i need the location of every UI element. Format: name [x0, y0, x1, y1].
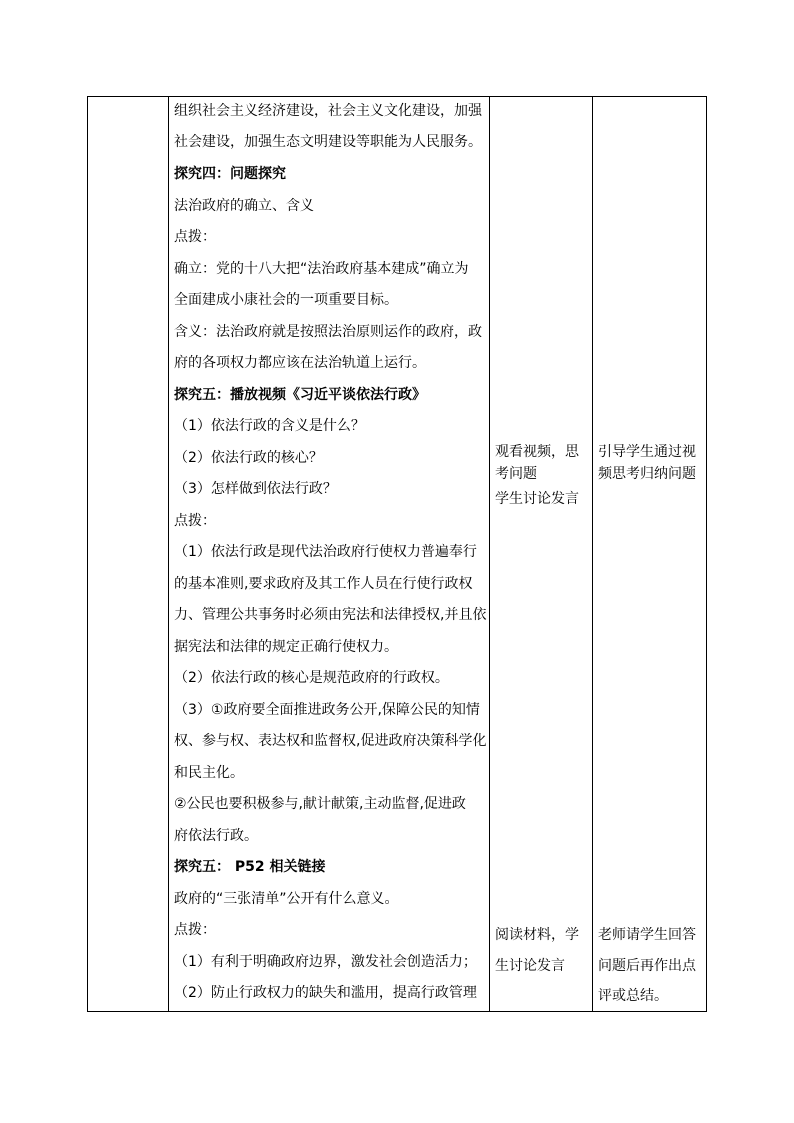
intent-line: 评或总结。 — [598, 988, 668, 1004]
student-activity-cell — [489, 97, 592, 1011]
content-line: （3）怎样做到依法行政？ — [174, 481, 337, 497]
content-line: 和民主化。 — [174, 765, 244, 781]
content-line: （2）防止行政权力的缺失和滥用，提高行政管理 — [174, 985, 477, 1001]
intent-line: 问题后再作出点 — [598, 958, 696, 974]
content-line: （1）有利于明确政府边界，激发社会创造活力； — [174, 954, 477, 970]
design-intent-cell — [592, 97, 708, 1011]
section-heading: 探究五：播放视频《习近平谈依法行政》 — [174, 387, 426, 403]
content-line: （2）依法行政的核心？ — [174, 450, 323, 466]
content-line: 全面建成小康社会的一项重要目标。 — [174, 292, 398, 308]
section-heading: 探究四：问题探究 — [174, 166, 286, 182]
content-line: 点拨： — [174, 922, 216, 938]
content-line: （1）依法行政的含义是什么？ — [174, 418, 365, 434]
intent-line: 老师请学生回答 — [598, 927, 696, 943]
content-line: 社会建设，加强生态文明建设等职能为人民服务。 — [174, 134, 482, 150]
empty-first-column — [88, 97, 168, 1011]
activity-line: 阅读材料，学 — [495, 927, 579, 943]
content-line: 法治政府的确立、含义 — [174, 198, 314, 214]
section-heading: 探究五： P52 相关链接 — [174, 859, 326, 875]
content-line: 含义：法治政府就是按照法治原则运作的政府，政 — [174, 324, 482, 340]
content-line: 组织社会主义经济建设，社会主义文化建设，加强 — [174, 103, 482, 119]
activity-line: 生讨论发言 — [495, 958, 565, 974]
content-line: 权、参与权、表达权和监督权,促进政府决策科学化 — [174, 733, 487, 749]
content-line: 府的各项权力都应该在法治轨道上运行。 — [174, 355, 426, 371]
teaching-content-cell — [168, 97, 489, 1011]
content-line: 确立：党的十八大把“法治政府基本建成”确立为 — [174, 261, 469, 277]
content-line: 的基本准则,要求政府及其工作人员在行使行政权 — [174, 576, 473, 592]
content-line: 府依法行政。 — [174, 828, 258, 844]
content-line: 力、管理公共事务时必须由宪法和法律授权,并且依 — [174, 607, 487, 623]
content-line: 点拨： — [174, 513, 216, 529]
content-line: （3）①政府要全面推进政务公开,保障公民的知情 — [174, 702, 480, 718]
activity-line: 学生讨论发言 — [495, 491, 579, 507]
content-line: 政府的“三张清单”公开有什么意义。 — [174, 891, 399, 907]
intent-line: 频思考归纳问题 — [598, 466, 696, 482]
content-line: 点拨： — [174, 229, 216, 245]
content-line: 据宪法和法律的规定正确行使权力。 — [174, 639, 398, 655]
activity-line: 考问题 — [495, 466, 537, 482]
lesson-table — [87, 96, 707, 1012]
content-line: （2）依法行政的核心是规范政府的行政权。 — [174, 670, 449, 686]
intent-line: 引导学生通过视 — [598, 444, 696, 460]
content-line: （1）依法行政是现代法治政府行使权力普遍奉行 — [174, 544, 477, 560]
content-line: ②公民也要积极参与,献计献策,主动监督,促进政 — [174, 796, 466, 812]
activity-line: 观看视频，思 — [495, 444, 579, 460]
